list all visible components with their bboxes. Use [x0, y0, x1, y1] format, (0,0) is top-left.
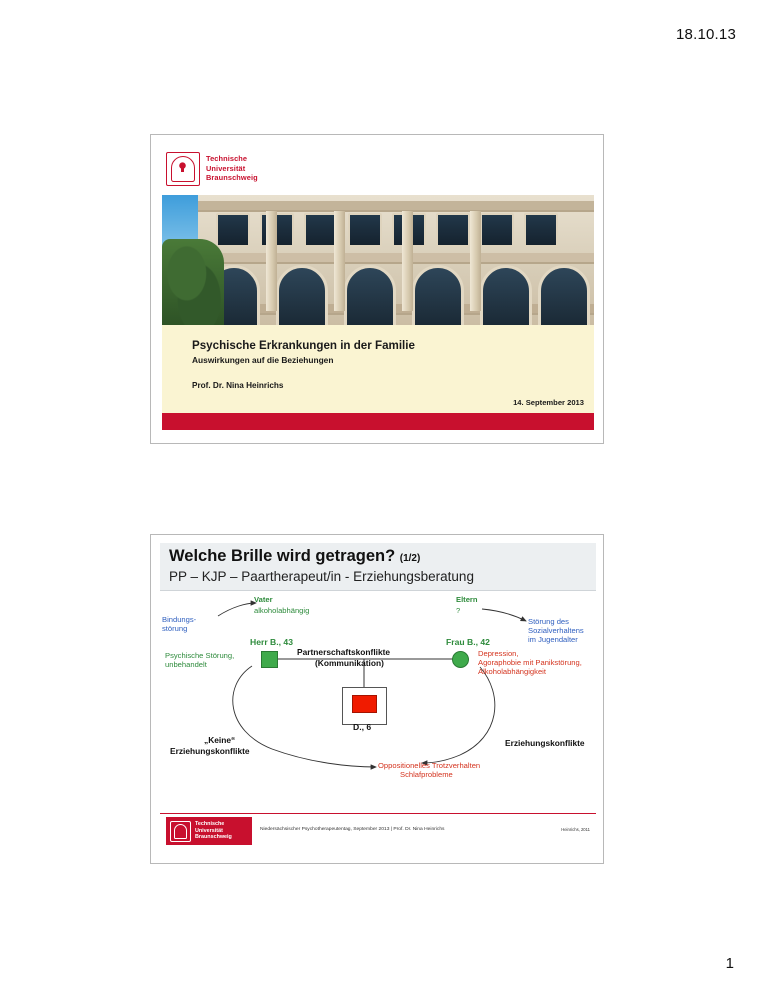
slide-title-red-bar: [162, 413, 594, 430]
slide-genogram-subtitle: PP – KJP – Paartherapeut/in - Erziehungsberatung: [169, 569, 474, 584]
slide-title-date: 14. September 2013: [513, 398, 584, 407]
tu-logo-wordmark: [206, 154, 258, 182]
genogram-node-man: [261, 651, 278, 668]
footer-caption: Niedersächsischer Psychotherapeutentag, September 2013 | Prof. Dr. Nina Heinrichs: [260, 827, 445, 832]
slide-genogram-title-counter: (1/2): [399, 553, 421, 564]
photo-column: [334, 211, 345, 311]
genogram-woman-note-line2: Agoraphobie mit Panikstörung,: [478, 658, 582, 667]
photo-window: [216, 213, 250, 247]
page-date: 18.10.13: [676, 26, 736, 43]
genogram-man-note-line2: unbehandelt: [165, 660, 207, 669]
building-photo: [162, 195, 594, 325]
tu-logo-line3: Braunschweig: [206, 173, 258, 183]
genogram-bottom-right: Erziehungskonflikte: [505, 738, 585, 748]
genogram-father-label: Vater: [254, 595, 273, 604]
genogram-canvas: [160, 591, 596, 806]
photo-column: [470, 211, 481, 311]
slide-title: [150, 134, 604, 444]
photo-window: [304, 213, 338, 247]
genogram-left-note-line1: Bindungs-: [162, 615, 197, 624]
tu-logo-line2: Universität: [206, 163, 246, 173]
photo-arch-window: [480, 265, 532, 325]
genogram-parents-label: Eltern: [456, 595, 478, 604]
genogram-right-note-line2: Sozialverhaltens: [528, 626, 584, 635]
footer-tu-crest-icon: [170, 821, 191, 842]
photo-window: [348, 213, 382, 247]
genogram-man-note-line1: Psychische Störung,: [165, 651, 235, 660]
genogram-woman-note-line3: Alkoholabhängigkeit: [478, 667, 546, 676]
slide-genogram-footer: [160, 813, 596, 847]
genogram-father-note: alkoholabhängig: [254, 606, 310, 615]
photo-window: [480, 213, 514, 247]
photo-arch-window: [412, 265, 464, 325]
photo-column: [402, 211, 413, 311]
genogram-woman-note-line1: Depression,: [478, 649, 519, 658]
genogram-node-child: [352, 695, 377, 713]
footer-logo-line2: Universität: [195, 827, 223, 834]
slide-title-subheading: Auswirkungen auf die Beziehungen: [192, 355, 334, 365]
genogram-man-label: Herr B., 43: [250, 637, 293, 647]
photo-arch-window: [344, 265, 396, 325]
genogram-right-note-line1: Störung des: [528, 617, 569, 626]
genogram-left-note-line2: störung: [162, 624, 188, 633]
footer-logo-line3: Braunschweig: [195, 834, 232, 841]
genogram-center-label-line2: (Kommunikation): [315, 658, 384, 668]
photo-cornice-mid: [198, 253, 594, 262]
slide-title-body: [162, 325, 594, 413]
tu-crest-icon: [166, 152, 200, 186]
photo-arch-window: [276, 265, 328, 325]
slide-genogram-title-text: Welche Brille wird getragen?: [169, 547, 396, 565]
photo-window: [524, 213, 558, 247]
page-number: 1: [725, 955, 734, 972]
footer-tu-wordmark: [195, 821, 232, 841]
slide-genogram-title: [169, 547, 420, 566]
genogram-right-note-line3: im Jugendalter: [528, 635, 578, 644]
footer-logo-line1: Technische: [195, 821, 225, 828]
footer-credit: Heinrichs, 2011: [561, 827, 590, 832]
footer-tu-logo: [166, 817, 252, 845]
genogram-parents-note: ?: [456, 606, 461, 615]
genogram-center-label-line1: Partnerschaftskonflikte: [297, 647, 391, 657]
genogram-child-note-line1: Oppositionelles Trotzverhalten: [378, 761, 481, 770]
photo-window: [436, 213, 470, 247]
slide-title-author: Prof. Dr. Nina Heinrichs: [192, 381, 284, 390]
genogram-bottom-left-line2: Erziehungskonflikte: [170, 746, 250, 756]
slide-title-heading: Psychische Erkrankungen in der Familie: [192, 339, 415, 352]
genogram-child-note-line2: Schlafprobleme: [400, 770, 453, 779]
genogram-node-woman: [452, 651, 469, 668]
genogram-child-label: D., 6: [353, 722, 372, 732]
photo-building: [198, 195, 594, 325]
photo-column: [266, 211, 277, 311]
tu-braunschweig-logo: [162, 146, 289, 191]
genogram-woman-label: Frau B., 42: [446, 637, 490, 647]
slide-genogram-header: [160, 543, 596, 591]
photo-trees: [162, 239, 224, 325]
photo-arch-window: [538, 265, 590, 325]
slide-genogram: [150, 534, 604, 864]
tu-logo-line1: Technische: [206, 154, 248, 164]
photo-cornice-top: [198, 201, 594, 210]
genogram-bottom-left-line1: „Keine“: [204, 735, 236, 745]
